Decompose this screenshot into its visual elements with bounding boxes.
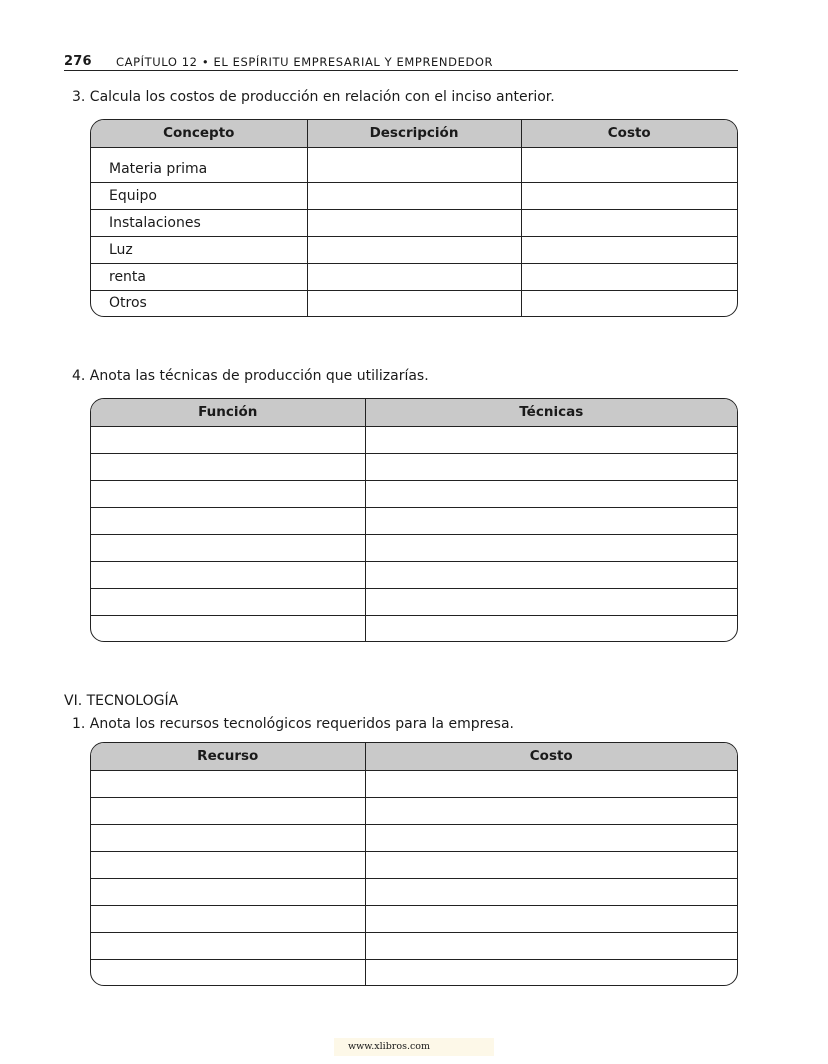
chapter-title: CAPÍTULO 12 • EL ESPÍRITU EMPRESARIAL Y EMPRENDEDOR	[116, 55, 494, 69]
cost-cell[interactable]	[365, 932, 737, 959]
column-header-concepto: Concepto	[91, 120, 307, 147]
resource-cell[interactable]	[91, 770, 365, 797]
function-cell[interactable]	[91, 534, 365, 561]
technique-cell[interactable]	[365, 588, 737, 615]
cost-cell[interactable]	[521, 209, 737, 236]
production-costs-table	[90, 119, 738, 317]
column-header-costo: Costo	[365, 743, 737, 770]
watermark-footer: www.xlibros.com	[334, 1038, 494, 1056]
cost-cell[interactable]	[365, 905, 737, 932]
question-3: 3. Calcula los costos de producción en relación con el inciso anterior.	[72, 89, 555, 105]
cost-cell[interactable]	[365, 797, 737, 824]
function-cell[interactable]	[91, 615, 365, 641]
column-header-descripcion: Descripción	[307, 120, 521, 147]
cost-cell[interactable]	[365, 824, 737, 851]
technique-cell[interactable]	[365, 507, 737, 534]
resource-cell[interactable]	[91, 905, 365, 932]
description-cell[interactable]	[307, 182, 521, 209]
column-header-funcion: Función	[91, 399, 365, 426]
cost-cell[interactable]	[365, 878, 737, 905]
description-cell[interactable]	[307, 236, 521, 263]
technique-cell[interactable]	[365, 426, 737, 453]
production-techniques-table	[90, 398, 738, 642]
resource-cell[interactable]	[91, 932, 365, 959]
cost-cell[interactable]	[521, 236, 737, 263]
cost-cell[interactable]	[521, 263, 737, 290]
page-number: 276	[64, 54, 92, 69]
resource-cell[interactable]	[91, 824, 365, 851]
technique-cell[interactable]	[365, 534, 737, 561]
concept-cell: Equipo	[91, 182, 307, 209]
concept-cell: Otros	[91, 290, 307, 316]
function-cell[interactable]	[91, 507, 365, 534]
description-cell[interactable]	[307, 290, 521, 316]
technique-cell[interactable]	[365, 453, 737, 480]
resource-cell[interactable]	[91, 851, 365, 878]
page-header	[64, 54, 738, 71]
column-header-recurso: Recurso	[91, 743, 365, 770]
concept-cell: Luz	[91, 236, 307, 263]
resource-cell[interactable]	[91, 959, 365, 985]
tech-resources-table	[90, 742, 738, 986]
column-header-costo: Costo	[521, 120, 737, 147]
cost-cell[interactable]	[365, 959, 737, 985]
concept-cell: Instalaciones	[91, 209, 307, 236]
function-cell[interactable]	[91, 561, 365, 588]
column-header-tecnicas: Técnicas	[365, 399, 737, 426]
cost-cell[interactable]	[521, 147, 737, 182]
cost-cell[interactable]	[521, 290, 737, 316]
question-4: 4. Anota las técnicas de producción que utilizarías.	[72, 368, 429, 384]
description-cell[interactable]	[307, 263, 521, 290]
function-cell[interactable]	[91, 588, 365, 615]
cost-cell[interactable]	[521, 182, 737, 209]
function-cell[interactable]	[91, 480, 365, 507]
cost-cell[interactable]	[365, 770, 737, 797]
concept-cell: renta	[91, 263, 307, 290]
concept-cell: Materia prima	[91, 147, 307, 182]
description-cell[interactable]	[307, 147, 521, 182]
resource-cell[interactable]	[91, 878, 365, 905]
section-vi-title: VI. TECNOLOGÍA	[64, 693, 179, 709]
question-vi-1: 1. Anota los recursos tecnológicos requeridos para la empresa.	[72, 716, 514, 732]
technique-cell[interactable]	[365, 615, 737, 641]
technique-cell[interactable]	[365, 480, 737, 507]
function-cell[interactable]	[91, 453, 365, 480]
technique-cell[interactable]	[365, 561, 737, 588]
description-cell[interactable]	[307, 209, 521, 236]
resource-cell[interactable]	[91, 797, 365, 824]
cost-cell[interactable]	[365, 851, 737, 878]
function-cell[interactable]	[91, 426, 365, 453]
